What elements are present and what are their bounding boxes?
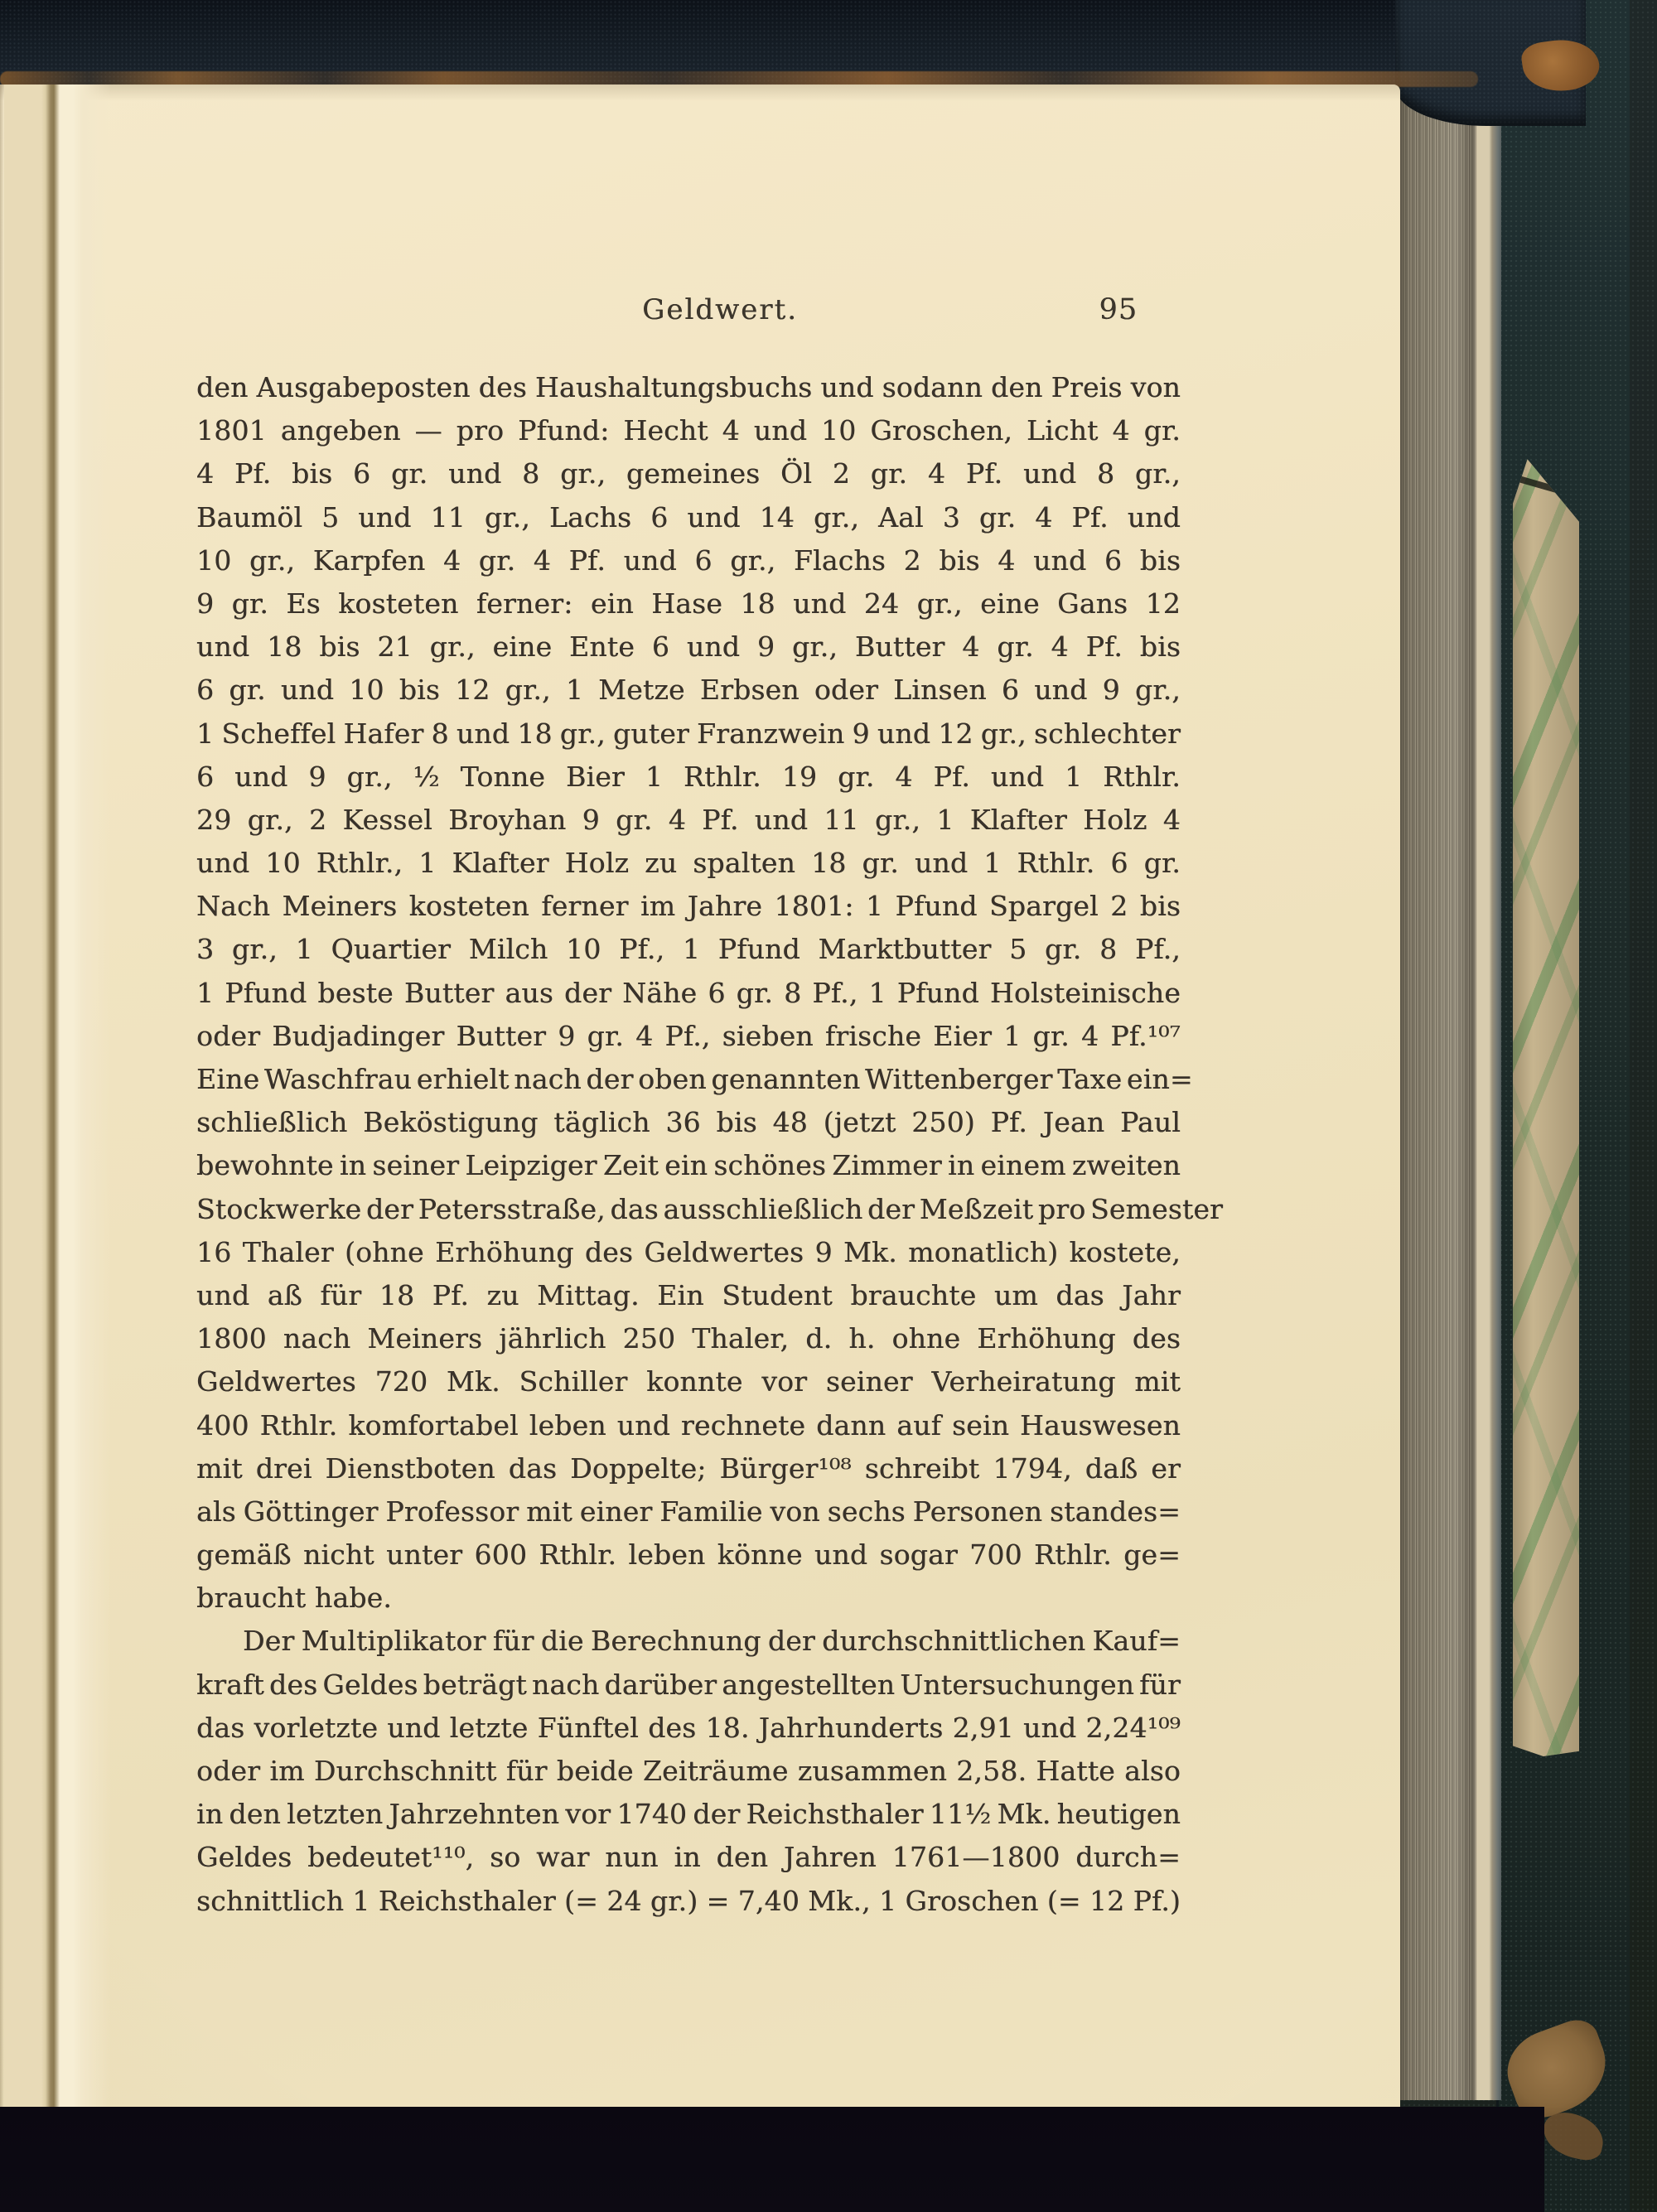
text-line: mit drei Dienstboten das Doppelte; Bürger¹⁰⁸ schreibt 1794, daß er: [196, 1451, 1181, 1485]
text-line: 1 Scheffel Hafer 8 und 18 gr., guter Franzwein 9 und 12 gr., schlechter: [196, 717, 1181, 750]
text-line: und aß für 18 Pf. zu Mittag. Ein Student brauchte um das Jahr: [196, 1278, 1181, 1311]
text-line: das vorletzte und letzte Fünftel des 18. Jahrhunderts 2,91 und 2,24¹⁰⁹: [196, 1711, 1181, 1744]
text-line: 3 gr., 1 Quartier Milch 10 Pf., 1 Pfund Marktbutter 5 gr. 8 Pf.,: [196, 933, 1181, 966]
text-line: schließlich Beköstigung täglich 36 bis 48 (jetzt 250) Pf. Jean Paul: [196, 1106, 1181, 1139]
text-line: 4 Pf. bis 6 gr. und 8 gr., gemeines Öl 2 gr. 4 Pf. und 8 gr.,: [196, 457, 1181, 490]
text-line: 1801 angeben — pro Pfund: Hecht 4 und 10 Groschen, Licht 4 gr.: [196, 414, 1181, 447]
text-line: in den letzten Jahrzehnten vor 1740 der Reichsthaler 11½ Mk. heutigen: [196, 1798, 1181, 1831]
text-line: 10 gr., Karpfen 4 gr. 4 Pf. und 6 gr., Flachs 2 bis 4 und 6 bis: [196, 543, 1181, 577]
text-line: Stockwerke der Petersstraße, das ausschließlich der Meßzeit pro Semester: [196, 1192, 1224, 1225]
page-fore-edge-stack: [1399, 88, 1501, 2100]
text-line: 6 und 9 gr., ½ Tonne Bier 1 Rthlr. 19 gr. 4 Pf. und 1 Rthlr.: [196, 760, 1181, 793]
text-line: Der Multiplikator für die Berechnung der durchschnittlichen Kauf=: [243, 1625, 1181, 1658]
text-line: Eine Waschfrau erhielt nach der oben genannten Wittenberger Taxe ein=: [196, 1063, 1193, 1095]
text-line: braucht habe.: [196, 1582, 392, 1615]
text-line: oder im Durchschnitt für beide Zeiträume zusammen 2,58. Hatte also: [196, 1755, 1181, 1787]
text-line: Baumöl 5 und 11 gr., Lachs 6 und 14 gr., Aal 3 gr. 4 Pf. und: [196, 500, 1181, 534]
text-line: bewohnte in seiner Leipziger Zeit ein schönes Zimmer in einem zweiten: [196, 1149, 1181, 1182]
book-page: [0, 85, 1400, 2107]
text-line: Nach Meiners kosteten ferner im Jahre 1801: 1 Pfund Spargel 2 bis: [196, 890, 1181, 923]
text-line: Geldes bedeutet¹¹⁰, so war nun in den Jahren 1761—1800 durch=: [196, 1841, 1181, 1874]
text-line: gemäß nicht unter 600 Rthlr. leben könne und sogar 700 Rthlr. ge=: [196, 1538, 1181, 1572]
page-bottom-shadow: [0, 2107, 1544, 2212]
text-line: den Ausgabeposten des Haushaltungsbuchs und sodann den Preis von: [196, 371, 1181, 403]
text-line: oder Budjadinger Butter 9 gr. 4 Pf., sieben frische Eier 1 gr. 4 Pf.¹⁰⁷: [196, 1019, 1181, 1052]
text-line: schnittlich 1 Reichsthaler (= 24 gr.) = 7,40 Mk., 1 Groschen (= 12 Pf.): [196, 1884, 1181, 1917]
running-head-title: Geldwert.: [642, 293, 798, 326]
text-line: als Göttinger Professor mit einer Familie von sechs Personen standes=: [196, 1495, 1181, 1528]
page-header: [196, 293, 1181, 331]
text-line: 1800 nach Meiners jährlich 250 Thaler, d. h. ohne Erhöhung des: [196, 1322, 1181, 1355]
text-line: und 10 Rthlr., 1 Klafter Holz zu spalten 18 gr. und 1 Rthlr. 6 gr.: [196, 847, 1181, 880]
text-line: kraft des Geldes beträgt nach darüber angestellten Untersuchungen für: [196, 1668, 1181, 1701]
page-text: [196, 371, 1224, 1928]
text-line: 6 gr. und 10 bis 12 gr., 1 Metze Erbsen oder Linsen 6 und 9 gr.,: [196, 674, 1181, 707]
marbled-endpaper-strip: [1513, 454, 1579, 1756]
text-line: 400 Rthlr. komfortabel leben und rechnete dann auf sein Hauswesen: [196, 1408, 1181, 1442]
text-line: und 18 bis 21 gr., eine Ente 6 und 9 gr., Butter 4 gr. 4 Pf. bis: [196, 630, 1181, 664]
page-number: 95: [1099, 293, 1138, 326]
text-line: 29 gr., 2 Kessel Broyhan 9 gr. 4 Pf. und 11 gr., 1 Klafter Holz 4: [196, 803, 1181, 836]
text-line: 1 Pfund beste Butter aus der Nähe 6 gr. 8 Pf., 1 Pfund Holsteinische: [196, 976, 1181, 1009]
gutter-shadow: [0, 85, 111, 2107]
text-line: 16 Thaler (ohne Erhöhung des Geldwertes 9 Mk. monatlich) kostete,: [196, 1235, 1181, 1268]
text-line: Geldwertes 720 Mk. Schiller konnte vor seiner Verheiratung mit: [196, 1365, 1181, 1398]
text-line: 9 gr. Es kosteten ferner: ein Hase 18 und 24 gr., eine Gans 12: [196, 587, 1181, 620]
